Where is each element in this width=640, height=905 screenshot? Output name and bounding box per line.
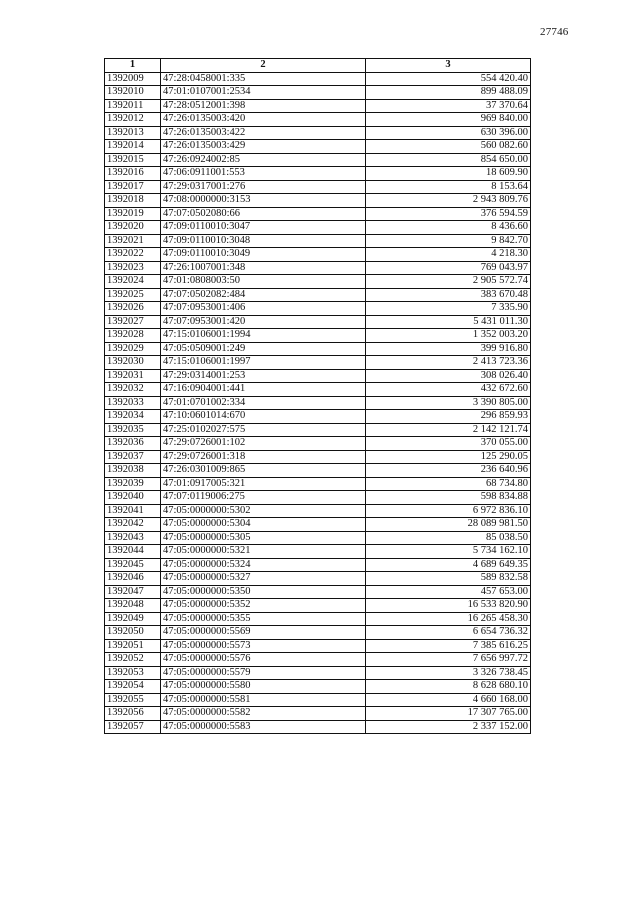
value-cell: 3 390 805.00 bbox=[366, 396, 531, 410]
cadastral-number-cell: 47:07:0119006:275 bbox=[161, 491, 366, 505]
cadastral-number-cell: 47:28:0512001:398 bbox=[161, 99, 366, 113]
row-id-cell: 1392024 bbox=[105, 275, 161, 289]
table-row bbox=[105, 599, 531, 613]
cadastral-number-cell: 47:07:0953001:406 bbox=[161, 302, 366, 316]
cadastral-number-cell: 47:05:0000000:5569 bbox=[161, 626, 366, 640]
table-row bbox=[105, 572, 531, 586]
table-row bbox=[105, 126, 531, 140]
table-row bbox=[105, 423, 531, 437]
table-row bbox=[105, 545, 531, 559]
cadastral-number-cell: 47:29:0726001:318 bbox=[161, 450, 366, 464]
row-id-cell: 1392032 bbox=[105, 383, 161, 397]
table-row bbox=[105, 626, 531, 640]
row-id-cell: 1392038 bbox=[105, 464, 161, 478]
table-row bbox=[105, 464, 531, 478]
cadastral-number-cell: 47:07:0502080:66 bbox=[161, 207, 366, 221]
table-row bbox=[105, 99, 531, 113]
table-body bbox=[105, 72, 531, 734]
table-row bbox=[105, 275, 531, 289]
row-id-cell: 1392028 bbox=[105, 329, 161, 343]
cadastral-number-cell: 47:25:0102027:575 bbox=[161, 423, 366, 437]
value-cell: 2 413 723.36 bbox=[366, 356, 531, 370]
row-id-cell: 1392020 bbox=[105, 221, 161, 235]
table-row bbox=[105, 248, 531, 262]
column-header-2: 2 bbox=[161, 59, 366, 73]
value-cell: 3 326 738.45 bbox=[366, 666, 531, 680]
row-id-cell: 1392010 bbox=[105, 86, 161, 100]
table-row bbox=[105, 531, 531, 545]
cadastral-number-cell: 47:26:1007001:348 bbox=[161, 261, 366, 275]
value-cell: 969 840.00 bbox=[366, 113, 531, 127]
table-row bbox=[105, 356, 531, 370]
value-cell: 769 043.97 bbox=[366, 261, 531, 275]
value-cell: 598 834.88 bbox=[366, 491, 531, 505]
table-row bbox=[105, 329, 531, 343]
value-cell: 2 337 152.00 bbox=[366, 720, 531, 734]
table-row bbox=[105, 72, 531, 86]
row-id-cell: 1392057 bbox=[105, 720, 161, 734]
table-row bbox=[105, 288, 531, 302]
table-row bbox=[105, 261, 531, 275]
row-id-cell: 1392044 bbox=[105, 545, 161, 559]
value-cell: 376 594.59 bbox=[366, 207, 531, 221]
value-cell: 630 396.00 bbox=[366, 126, 531, 140]
value-cell: 7 385 616.25 bbox=[366, 639, 531, 653]
value-cell: 6 654 736.32 bbox=[366, 626, 531, 640]
value-cell: 6 972 836.10 bbox=[366, 504, 531, 518]
table-row bbox=[105, 693, 531, 707]
value-cell: 17 307 765.00 bbox=[366, 707, 531, 721]
cadastral-number-cell: 47:26:0924002:85 bbox=[161, 153, 366, 167]
value-cell: 8 436.60 bbox=[366, 221, 531, 235]
row-id-cell: 1392055 bbox=[105, 693, 161, 707]
cadastral-number-cell: 47:05:0000000:5302 bbox=[161, 504, 366, 518]
table-header bbox=[105, 59, 531, 73]
row-id-cell: 1392015 bbox=[105, 153, 161, 167]
cadastral-number-cell: 47:05:0000000:5352 bbox=[161, 599, 366, 613]
value-cell: 16 265 458.30 bbox=[366, 612, 531, 626]
row-id-cell: 1392035 bbox=[105, 423, 161, 437]
cadastral-number-cell: 47:01:0808003:50 bbox=[161, 275, 366, 289]
cadastral-number-cell: 47:07:0502082:484 bbox=[161, 288, 366, 302]
cadastral-number-cell: 47:16:0904001:441 bbox=[161, 383, 366, 397]
cadastral-number-cell: 47:01:0107001:2534 bbox=[161, 86, 366, 100]
cadastral-number-cell: 47:07:0953001:420 bbox=[161, 315, 366, 329]
table-row bbox=[105, 410, 531, 424]
table-row bbox=[105, 234, 531, 248]
cadastral-number-cell: 47:05:0000000:5350 bbox=[161, 585, 366, 599]
table-row bbox=[105, 558, 531, 572]
row-id-cell: 1392023 bbox=[105, 261, 161, 275]
cadastral-number-cell: 47:05:0000000:5580 bbox=[161, 680, 366, 694]
table-row bbox=[105, 221, 531, 235]
table-row bbox=[105, 653, 531, 667]
row-id-cell: 1392012 bbox=[105, 113, 161, 127]
row-id-cell: 1392009 bbox=[105, 72, 161, 86]
cadastral-number-cell: 47:29:0314001:253 bbox=[161, 369, 366, 383]
table-row bbox=[105, 369, 531, 383]
cadastral-number-cell: 47:09:0110010:3049 bbox=[161, 248, 366, 262]
row-id-cell: 1392031 bbox=[105, 369, 161, 383]
table-row bbox=[105, 383, 531, 397]
value-cell: 16 533 820.90 bbox=[366, 599, 531, 613]
cadastral-number-cell: 47:05:0000000:5324 bbox=[161, 558, 366, 572]
value-cell: 125 290.05 bbox=[366, 450, 531, 464]
cadastral-number-cell: 47:10:0601014:670 bbox=[161, 410, 366, 424]
value-cell: 399 916.80 bbox=[366, 342, 531, 356]
row-id-cell: 1392021 bbox=[105, 234, 161, 248]
value-cell: 7 656 997.72 bbox=[366, 653, 531, 667]
table-row bbox=[105, 302, 531, 316]
value-cell: 8 628 680.10 bbox=[366, 680, 531, 694]
cadastral-number-cell: 47:05:0000000:5583 bbox=[161, 720, 366, 734]
value-cell: 383 670.48 bbox=[366, 288, 531, 302]
row-id-cell: 1392033 bbox=[105, 396, 161, 410]
value-cell: 68 734.80 bbox=[366, 477, 531, 491]
row-id-cell: 1392047 bbox=[105, 585, 161, 599]
value-cell: 554 420.40 bbox=[366, 72, 531, 86]
value-cell: 5 734 162.10 bbox=[366, 545, 531, 559]
row-id-cell: 1392051 bbox=[105, 639, 161, 653]
row-id-cell: 1392029 bbox=[105, 342, 161, 356]
row-id-cell: 1392030 bbox=[105, 356, 161, 370]
cadastral-number-cell: 47:05:0509001:249 bbox=[161, 342, 366, 356]
row-id-cell: 1392026 bbox=[105, 302, 161, 316]
row-id-cell: 1392025 bbox=[105, 288, 161, 302]
value-cell: 7 335.90 bbox=[366, 302, 531, 316]
row-id-cell: 1392049 bbox=[105, 612, 161, 626]
value-cell: 308 026.40 bbox=[366, 369, 531, 383]
cadastral-number-cell: 47:26:0135003:429 bbox=[161, 140, 366, 154]
cadastral-number-cell: 47:05:0000000:5305 bbox=[161, 531, 366, 545]
row-id-cell: 1392036 bbox=[105, 437, 161, 451]
cadastral-number-cell: 47:06:0911001:553 bbox=[161, 167, 366, 181]
table-row bbox=[105, 396, 531, 410]
row-id-cell: 1392050 bbox=[105, 626, 161, 640]
row-id-cell: 1392052 bbox=[105, 653, 161, 667]
cadastral-number-cell: 47:15:0106001:1994 bbox=[161, 329, 366, 343]
header-row bbox=[105, 59, 531, 73]
cadastral-number-cell: 47:09:0110010:3048 bbox=[161, 234, 366, 248]
row-id-cell: 1392011 bbox=[105, 99, 161, 113]
table-row bbox=[105, 518, 531, 532]
column-header-1: 1 bbox=[105, 59, 161, 73]
table-row bbox=[105, 504, 531, 518]
table-row bbox=[105, 450, 531, 464]
value-cell: 899 488.09 bbox=[366, 86, 531, 100]
value-cell: 2 943 809.76 bbox=[366, 194, 531, 208]
table-row bbox=[105, 639, 531, 653]
cadastral-number-cell: 47:15:0106001:1997 bbox=[161, 356, 366, 370]
value-cell: 5 431 011.30 bbox=[366, 315, 531, 329]
value-cell: 18 609.90 bbox=[366, 167, 531, 181]
cadastral-number-cell: 47:05:0000000:5327 bbox=[161, 572, 366, 586]
value-cell: 8 153.64 bbox=[366, 180, 531, 194]
row-id-cell: 1392054 bbox=[105, 680, 161, 694]
cadastral-number-cell: 47:05:0000000:5576 bbox=[161, 653, 366, 667]
table-row bbox=[105, 167, 531, 181]
table-row bbox=[105, 207, 531, 221]
row-id-cell: 1392014 bbox=[105, 140, 161, 154]
row-id-cell: 1392042 bbox=[105, 518, 161, 532]
table-row bbox=[105, 180, 531, 194]
row-id-cell: 1392037 bbox=[105, 450, 161, 464]
table-row bbox=[105, 113, 531, 127]
value-cell: 9 842.70 bbox=[366, 234, 531, 248]
table-row bbox=[105, 585, 531, 599]
row-id-cell: 1392039 bbox=[105, 477, 161, 491]
cadastral-number-cell: 47:01:0917005:321 bbox=[161, 477, 366, 491]
table-row bbox=[105, 315, 531, 329]
value-cell: 37 370.64 bbox=[366, 99, 531, 113]
table-row bbox=[105, 194, 531, 208]
cadastral-number-cell: 47:05:0000000:5355 bbox=[161, 612, 366, 626]
cadastral-number-cell: 47:05:0000000:5581 bbox=[161, 693, 366, 707]
cadastral-number-cell: 47:26:0301009:865 bbox=[161, 464, 366, 478]
cadastral-number-cell: 47:05:0000000:5304 bbox=[161, 518, 366, 532]
table-row bbox=[105, 342, 531, 356]
table-row bbox=[105, 720, 531, 734]
value-cell: 4 218.30 bbox=[366, 248, 531, 262]
row-id-cell: 1392041 bbox=[105, 504, 161, 518]
cadastral-number-cell: 47:28:0458001:335 bbox=[161, 72, 366, 86]
cadastral-number-cell: 47:05:0000000:5573 bbox=[161, 639, 366, 653]
value-cell: 2 142 121.74 bbox=[366, 423, 531, 437]
column-header-3: 3 bbox=[366, 59, 531, 73]
row-id-cell: 1392013 bbox=[105, 126, 161, 140]
table-row bbox=[105, 153, 531, 167]
value-cell: 432 672.60 bbox=[366, 383, 531, 397]
value-cell: 2 905 572.74 bbox=[366, 275, 531, 289]
table-row bbox=[105, 86, 531, 100]
row-id-cell: 1392046 bbox=[105, 572, 161, 586]
table-row bbox=[105, 437, 531, 451]
value-cell: 370 055.00 bbox=[366, 437, 531, 451]
cadastral-number-cell: 47:29:0726001:102 bbox=[161, 437, 366, 451]
cadastral-number-cell: 47:05:0000000:5582 bbox=[161, 707, 366, 721]
row-id-cell: 1392019 bbox=[105, 207, 161, 221]
row-id-cell: 1392017 bbox=[105, 180, 161, 194]
table-row bbox=[105, 491, 531, 505]
row-id-cell: 1392053 bbox=[105, 666, 161, 680]
value-cell: 4 660 168.00 bbox=[366, 693, 531, 707]
value-cell: 85 038.50 bbox=[366, 531, 531, 545]
cadastral-number-cell: 47:05:0000000:5321 bbox=[161, 545, 366, 559]
cadastral-number-cell: 47:26:0135003:422 bbox=[161, 126, 366, 140]
cadastral-number-cell: 47:09:0110010:3047 bbox=[161, 221, 366, 235]
row-id-cell: 1392040 bbox=[105, 491, 161, 505]
data-table bbox=[104, 58, 531, 734]
cadastral-number-cell: 47:29:0317001:276 bbox=[161, 180, 366, 194]
cadastral-number-cell: 47:05:0000000:5579 bbox=[161, 666, 366, 680]
table-row bbox=[105, 707, 531, 721]
value-cell: 28 089 981.50 bbox=[366, 518, 531, 532]
page-number: 27746 bbox=[540, 26, 569, 38]
table-row bbox=[105, 140, 531, 154]
value-cell: 4 689 649.35 bbox=[366, 558, 531, 572]
row-id-cell: 1392022 bbox=[105, 248, 161, 262]
value-cell: 236 640.96 bbox=[366, 464, 531, 478]
value-cell: 589 832.58 bbox=[366, 572, 531, 586]
value-cell: 1 352 003.20 bbox=[366, 329, 531, 343]
value-cell: 560 082.60 bbox=[366, 140, 531, 154]
table-row bbox=[105, 666, 531, 680]
table-row bbox=[105, 612, 531, 626]
table-row bbox=[105, 477, 531, 491]
row-id-cell: 1392056 bbox=[105, 707, 161, 721]
row-id-cell: 1392027 bbox=[105, 315, 161, 329]
row-id-cell: 1392034 bbox=[105, 410, 161, 424]
cadastral-number-cell: 47:26:0135003:420 bbox=[161, 113, 366, 127]
cadastral-number-cell: 47:01:0701002:334 bbox=[161, 396, 366, 410]
row-id-cell: 1392043 bbox=[105, 531, 161, 545]
table-row bbox=[105, 680, 531, 694]
value-cell: 854 650.00 bbox=[366, 153, 531, 167]
row-id-cell: 1392016 bbox=[105, 167, 161, 181]
row-id-cell: 1392048 bbox=[105, 599, 161, 613]
row-id-cell: 1392045 bbox=[105, 558, 161, 572]
cadastral-number-cell: 47:08:0000000:3153 bbox=[161, 194, 366, 208]
row-id-cell: 1392018 bbox=[105, 194, 161, 208]
value-cell: 457 653.00 bbox=[366, 585, 531, 599]
value-cell: 296 859.93 bbox=[366, 410, 531, 424]
